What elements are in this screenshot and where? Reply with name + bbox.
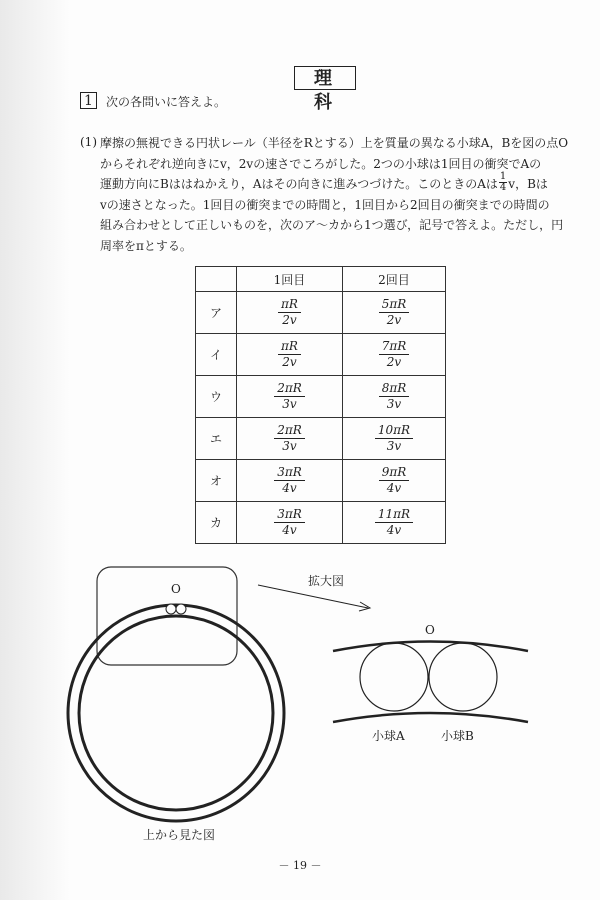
choice-label: オ <box>196 460 237 502</box>
table-header: 2回目 <box>343 267 446 292</box>
rail-outer-circle <box>68 605 284 821</box>
numerator: πR <box>278 297 301 313</box>
table-row <box>196 334 446 376</box>
numerator: 7πR <box>379 339 410 355</box>
page-number: － 19 － <box>278 859 322 872</box>
question-text <box>100 133 570 256</box>
zoom-point-o-label: O <box>425 623 435 637</box>
numerator: 8πR <box>379 381 410 397</box>
first-collision-time <box>237 292 343 334</box>
ball-a-label: 小球A <box>372 729 405 743</box>
small-ball-b <box>176 604 186 614</box>
zoom-rail-outer <box>333 642 528 652</box>
denominator: 2v <box>282 355 297 369</box>
first-collision-time <box>237 502 343 544</box>
numerator: 2πR <box>274 381 305 397</box>
zoom-label: 拡大図 <box>308 574 345 588</box>
question-number: 1 <box>80 92 97 109</box>
first-collision-time <box>237 376 343 418</box>
table-row <box>196 376 446 418</box>
numerator: 3πR <box>274 465 305 481</box>
table-row <box>196 502 446 544</box>
denominator: 3v <box>386 397 402 411</box>
denominator: 2v <box>282 313 297 327</box>
question-line: vの速さとなった。1回目の衝突までの時間と，1回目から2回目の衝突までの時間の <box>100 197 550 212</box>
small-ball-a <box>166 604 176 614</box>
denominator: 3v <box>386 439 402 453</box>
fraction-numerator: 1 <box>499 171 507 182</box>
second-collision-time <box>343 376 446 418</box>
table-header: 1回目 <box>237 267 343 292</box>
question-line: 組み合わせとして正しいものを，次のア～カから1つ選び，記号で答えよ。ただし，円 <box>100 218 564 232</box>
numerator: 9πR <box>379 465 410 481</box>
numerator: 3πR <box>274 507 305 523</box>
table-row <box>196 460 446 502</box>
numerator: 2πR <box>274 423 305 439</box>
zoom-rail-inner <box>333 713 528 722</box>
second-collision-time <box>343 334 446 376</box>
figure-caption: 上から見た図 <box>143 828 216 842</box>
question-line <box>100 171 570 195</box>
sub-question-number: (1) <box>80 135 97 149</box>
question-line-part: 運動方向にBははねかえり，Aはその向きに進みつづけた。このときのAは <box>100 177 498 191</box>
table-row <box>196 292 446 334</box>
denominator: 2v <box>386 355 402 369</box>
numerator: 5πR <box>379 297 410 313</box>
rail-diagram <box>0 555 600 855</box>
denominator: 3v <box>282 439 297 453</box>
second-collision-time <box>343 418 446 460</box>
denominator: 4v <box>386 523 402 537</box>
rail-inner-circle <box>79 616 273 810</box>
first-collision-time <box>237 418 343 460</box>
denominator: 2v <box>386 313 402 327</box>
denominator: 4v <box>282 481 297 495</box>
zoom-ball-a <box>360 643 428 711</box>
denominator: 3v <box>282 397 297 411</box>
second-collision-time <box>343 502 446 544</box>
denominator: 4v <box>386 481 402 495</box>
fraction <box>499 172 507 193</box>
question-line-part: v，Bは <box>508 177 548 191</box>
ball-b-label: 小球B <box>441 729 474 743</box>
choice-label: イ <box>196 334 237 376</box>
point-o-label: O <box>171 582 181 596</box>
question-instruction: 次の各問いに答えよ。 <box>106 95 227 109</box>
choice-label: ウ <box>196 376 237 418</box>
second-collision-time <box>343 460 446 502</box>
denominator: 4v <box>282 523 297 537</box>
first-collision-time <box>237 334 343 376</box>
choice-label: エ <box>196 418 237 460</box>
question-line: からそれぞれ逆向きにv，2vの速さでころがした。2つの小球は1回目の衝突でAの <box>100 156 542 171</box>
subject-title: 理 科 <box>294 66 356 90</box>
first-collision-time <box>237 460 343 502</box>
second-collision-time <box>343 292 446 334</box>
answer-table <box>195 266 446 544</box>
question-line: 摩擦の無視できる円状レール（半径をRとする）上を質量の異なる小球A，Bを図の点O <box>100 136 569 150</box>
table-header-row <box>196 267 446 292</box>
fraction-denominator: 4 <box>499 182 507 193</box>
choice-label: カ <box>196 502 237 544</box>
choice-label: ア <box>196 292 237 334</box>
table-row <box>196 418 446 460</box>
numerator: 10πR <box>375 423 413 439</box>
numerator: πR <box>278 339 301 355</box>
question-line: 周率をπとする。 <box>100 238 192 253</box>
numerator: 11πR <box>375 507 413 523</box>
table-header <box>196 267 237 292</box>
zoom-ball-b <box>429 643 497 711</box>
